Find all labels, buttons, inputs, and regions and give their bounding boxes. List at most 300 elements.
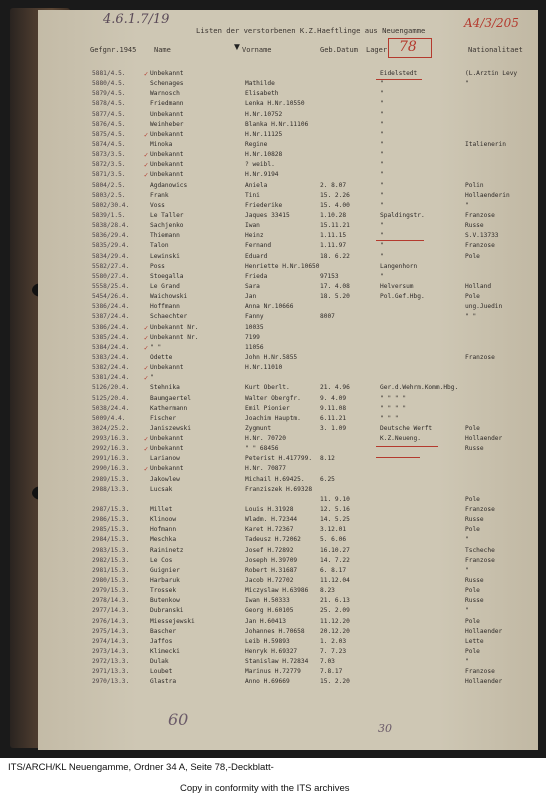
list-item: [92, 596, 532, 606]
entry-surname: Butenkow: [150, 597, 180, 605]
entry-number: 2983/15.3.: [92, 546, 130, 554]
entry-camp: Pol.Gef.Hbg.: [380, 293, 425, 301]
entry-number: 2971/13.3.: [92, 668, 130, 676]
entry-birthdate: 3.12.01: [320, 526, 347, 534]
entry-nationality: Pole: [465, 587, 480, 595]
red-check-icon: ✓: [144, 151, 149, 160]
entry-number: 2985/15.3.: [92, 526, 130, 534]
entry-firstname: Peterist H.417799.: [245, 455, 313, 463]
entry-camp: ": [380, 242, 384, 250]
entry-nationality: Pole: [465, 648, 480, 656]
entry-nationality: Lette: [465, 637, 484, 645]
entry-firstname: H.Nr.11125: [245, 130, 283, 138]
red-check-icon: ✓: [144, 130, 149, 139]
entry-surname: Millet: [150, 506, 173, 514]
entry-camp: ": [380, 222, 384, 230]
list-item: [92, 170, 532, 180]
entry-firstname: Robert H.31687: [245, 566, 298, 574]
entry-birthdate: 20.12.20: [320, 627, 350, 635]
entry-number: 5879/4.5.: [92, 90, 126, 98]
entry-birthdate: 7.03: [320, 658, 335, 666]
entry-camp: ": [380, 252, 384, 260]
entry-firstname: Jacob H.72702: [245, 577, 294, 585]
list-item: [92, 475, 532, 485]
entry-number: 5383/24.4.: [92, 353, 130, 361]
red-check-icon: ✓: [144, 465, 149, 474]
entry-number: 2977/14.3.: [92, 607, 130, 615]
list-item: [92, 505, 532, 515]
entry-firstname: Michail H.69425.: [245, 475, 305, 483]
entry-surname: Thiemann: [150, 232, 180, 240]
entry-camp: ": [380, 140, 384, 148]
entry-firstname: Henriette H.Nr.10650: [245, 262, 320, 270]
entry-surname: Voss: [150, 201, 165, 209]
entry-camp: ": [380, 201, 384, 209]
entry-nationality: Russe: [465, 597, 484, 605]
entry-surname: Lucsak: [150, 485, 173, 493]
entry-surname: Dubranski: [150, 607, 184, 615]
entry-camp: ": [380, 232, 384, 240]
entry-birthdate: 3. 1.09: [320, 424, 347, 432]
entry-number: 5125/20.4.: [92, 394, 130, 402]
entry-firstname: Marinus H.72779: [245, 668, 301, 676]
entry-surname: Poss: [150, 262, 165, 270]
entry-nationality: Italienerin: [465, 140, 506, 148]
entry-surname: Jaffos: [150, 637, 173, 645]
entry-number: 2989/15.3.: [92, 475, 130, 483]
entry-camp: ": [380, 171, 384, 179]
entry-surname: Dulak: [150, 658, 169, 666]
entry-surname: Frank: [150, 191, 169, 199]
entry-firstname: Anna Nr.10666: [245, 303, 294, 311]
entry-firstname: H.Nr.11010: [245, 364, 283, 372]
entry-camp: ": [380, 80, 384, 88]
entry-birthdate: 15. 2.20: [320, 678, 350, 686]
entry-surname: Unbekannt Nr.: [150, 333, 199, 341]
entry-firstname: Franziszek H.69328: [245, 485, 313, 493]
entry-birthdate: 14. 5.25: [320, 516, 350, 524]
entry-birthdate: 11.12.20: [320, 617, 350, 625]
list-title: Listen der verstorbenen K.Z.Haeftlinge aus Neuengamme: [196, 26, 426, 35]
list-item: [92, 241, 532, 251]
entry-firstname: Wladm. H.72344: [245, 516, 298, 524]
list-item: [92, 546, 532, 556]
entry-surname: Agdanowics: [150, 181, 188, 189]
entry-firstname: Henryk H.69327: [245, 648, 298, 656]
entry-number: 5836/29.4.: [92, 232, 130, 240]
entry-nationality: Russe: [465, 445, 484, 453]
entry-number: 2993/16.3.: [92, 435, 130, 443]
entry-firstname: Leib H.59893: [245, 637, 290, 645]
list-item: [92, 383, 532, 393]
entry-surname: Waichowski: [150, 293, 188, 301]
entry-surname: Raininetz: [150, 546, 184, 554]
entry-number: 5874/4.5.: [92, 140, 126, 148]
list-item: [92, 211, 532, 221]
entry-surname: Schaechter: [150, 313, 188, 321]
entry-surname: Unbekannt: [150, 364, 184, 372]
entry-birthdate: 15. 2.26: [320, 191, 350, 199]
entry-surname: " ": [150, 343, 162, 351]
entry-birthdate: 97153: [320, 272, 339, 280]
entry-camp: Spaldingstr.: [380, 211, 425, 219]
entry-number: 2973/14.3.: [92, 648, 130, 656]
entry-number: 2982/15.3.: [92, 556, 130, 564]
entry-number: 2979/15.3.: [92, 587, 130, 595]
entry-camp: ": [380, 151, 384, 159]
entry-firstname: Heinz: [245, 232, 264, 240]
entry-number: 2988/13.3.: [92, 485, 130, 493]
list-item: [92, 160, 532, 170]
entry-firstname: Sara: [245, 282, 260, 290]
entry-birthdate: 25. 2.09: [320, 607, 350, 615]
list-item: [92, 231, 532, 241]
list-item: [92, 464, 532, 474]
entry-number: 5873/3.5.: [92, 151, 126, 159]
entry-camp: ": [380, 161, 384, 169]
entry-nationality: ": [465, 80, 469, 88]
list-item: [92, 363, 532, 373]
entry-firstname: 11056: [245, 343, 264, 351]
entry-firstname: H.Nr.10828: [245, 151, 283, 159]
list-item: [92, 424, 532, 434]
entry-firstname: " " 68456: [245, 445, 279, 453]
list-item: [92, 140, 532, 150]
list-item: [92, 191, 532, 201]
entry-nationality: Pole: [465, 495, 480, 503]
list-item: [92, 434, 532, 444]
entry-number: 5038/24.4.: [92, 404, 130, 412]
list-item: [92, 525, 532, 535]
entry-nationality: Hollaenderin: [465, 191, 510, 199]
list-item: [92, 677, 532, 687]
entry-birthdate: 2. 8.07: [320, 181, 347, 189]
entry-firstname: Joseph H.39709: [245, 556, 298, 564]
entry-firstname: H.Nr.10752: [245, 110, 283, 118]
entry-firstname: Iwan: [245, 222, 260, 230]
list-item: [92, 323, 532, 333]
entry-number: 5381/24.4.: [92, 374, 130, 382]
entries-list: [92, 69, 532, 688]
list-item: [92, 394, 532, 404]
entry-number: 5009/4.4.: [92, 414, 126, 422]
entry-surname: Harbaruk: [150, 577, 180, 585]
list-item: [92, 343, 532, 353]
entry-surname: Le Taller: [150, 211, 184, 219]
list-item: [92, 69, 532, 79]
entry-surname: Weinheber: [150, 120, 184, 128]
entry-nationality: Pole: [465, 526, 480, 534]
entry-firstname: Fernand: [245, 242, 272, 250]
entry-nationality: ung.Juedin: [465, 303, 503, 311]
entry-number: 2970/13.3.: [92, 678, 130, 686]
entry-firstname: Walter Obergfr.: [245, 394, 301, 402]
entry-surname: Unbekannt: [150, 161, 184, 169]
entry-camp: ": [380, 191, 384, 199]
entry-surname: Le Cos: [150, 556, 173, 564]
entry-firstname: 7199: [245, 333, 260, 341]
entry-firstname: ? weibl.: [245, 161, 275, 169]
entry-camp: ": [380, 272, 384, 280]
entry-surname: Unbekannt Nr.: [150, 323, 199, 331]
entry-nationality: Pole: [465, 293, 480, 301]
entry-firstname: Jan H.60413: [245, 617, 286, 625]
entry-birthdate: 6. 8.17: [320, 566, 347, 574]
entry-nationality: " ": [465, 313, 477, 321]
handwritten-reference: 4.6.1.7/19: [103, 12, 170, 27]
list-item: [92, 495, 532, 505]
list-item: [92, 444, 532, 454]
entry-number: 2981/15.3.: [92, 566, 130, 574]
red-check-icon: ✓: [144, 323, 149, 332]
entry-number: 5876/4.5.: [92, 120, 126, 128]
entry-surname: Unbekannt: [150, 171, 184, 179]
column-camp-header: Lager: [366, 46, 388, 54]
entry-surname: Unbekannt: [150, 70, 184, 77]
entry-number: 5877/4.5.: [92, 110, 126, 118]
list-item: [92, 373, 532, 383]
handwritten-code: A4/3/205: [464, 16, 519, 30]
pencil-mark: 60: [168, 710, 189, 729]
entry-birthdate: 8.23: [320, 587, 335, 595]
entry-camp: K.Z.Neueng.: [380, 435, 421, 443]
entry-nationality: ": [465, 607, 469, 615]
entry-birthdate: 8007: [320, 313, 335, 321]
list-item: [92, 282, 532, 292]
red-check-icon: ✓: [144, 343, 149, 352]
page-number-box: [388, 38, 432, 58]
entry-birthdate: 9.11.08: [320, 404, 347, 412]
entry-camp: Deutsche Werft: [380, 424, 433, 432]
list-item: [92, 647, 532, 657]
list-item: [92, 404, 532, 414]
column-birthdate-header: Geb.Datum: [320, 46, 358, 54]
entry-surname: Guignier: [150, 566, 180, 574]
entry-nationality: Franzose: [465, 211, 495, 219]
list-item: [92, 221, 532, 231]
entry-surname: Bascher: [150, 627, 177, 635]
entry-birthdate: 21. 6.13: [320, 597, 350, 605]
red-check-icon: ✓: [144, 364, 149, 373]
entry-surname: Glastra: [150, 678, 177, 686]
entry-number: 5384/24.4.: [92, 343, 130, 351]
entry-camp: ": [380, 100, 384, 108]
entry-surname: Unbekannt: [150, 465, 184, 473]
entry-nationality: Russe: [465, 577, 484, 585]
pencil-mark: 30: [378, 722, 392, 735]
entry-camp: Helversum: [380, 282, 414, 290]
entry-firstname: Stanislaw H.72834: [245, 658, 309, 666]
entry-number: 5804/2.5.: [92, 181, 126, 189]
list-item: [92, 535, 532, 545]
entry-number: 5454/26.4.: [92, 293, 130, 301]
entry-number: 2990/16.3.: [92, 465, 130, 473]
list-item: [92, 353, 532, 363]
list-item: [92, 181, 532, 191]
entry-surname: Odette: [150, 353, 173, 361]
entry-birthdate: 11. 9.10: [320, 495, 350, 503]
entry-firstname: Anno H.69669: [245, 678, 290, 686]
entry-camp: ": [380, 90, 384, 98]
entry-firstname: Iwan H.50333: [245, 597, 290, 605]
list-item: [92, 617, 532, 627]
entry-firstname: H.Nr. 70720: [245, 435, 286, 443]
entry-nationality: Franzose: [465, 556, 495, 564]
entry-number: 2987/15.3.: [92, 506, 130, 514]
entry-number: 3024/25.2.: [92, 424, 130, 432]
entry-surname: ": [150, 374, 154, 382]
entry-number: 2984/15.3.: [92, 536, 130, 544]
entry-surname: Janiszewski: [150, 424, 191, 432]
entry-surname: Friedmann: [150, 100, 184, 108]
entry-camp: ": [380, 130, 384, 138]
entry-birthdate: 5. 6.06: [320, 536, 347, 544]
red-check-icon: ✓: [144, 435, 149, 444]
entry-camp: Eidelstedt: [380, 70, 418, 77]
entry-surname: Kathermann: [150, 404, 188, 412]
column-number-header: Gefgnr.1945: [90, 46, 137, 54]
list-item: [92, 252, 532, 262]
entry-surname: Klinoow: [150, 516, 177, 524]
list-item: [92, 657, 532, 667]
entry-number: 5382/24.4.: [92, 364, 130, 372]
entry-firstname: Louis H.31928: [245, 506, 294, 514]
red-check-icon: ✓: [144, 374, 149, 383]
entry-surname: Unbekannt: [150, 435, 184, 443]
entry-birthdate: 15. 4.00: [320, 201, 350, 209]
entry-surname: Fischer: [150, 414, 177, 422]
entry-birthdate: 1.11.15: [320, 232, 347, 240]
entry-firstname: Elisabeth: [245, 90, 279, 98]
entry-birthdate: 17. 4.08: [320, 282, 350, 290]
entry-firstname: Jaques 33415: [245, 211, 290, 219]
entry-camp: Ger.d.Wehrm.Komm.Hbg.: [380, 384, 459, 392]
entry-surname: Warnosch: [150, 90, 180, 98]
list-item: [92, 606, 532, 616]
entry-nationality: Holland: [465, 282, 492, 290]
entry-nationality: Russe: [465, 516, 484, 524]
entry-number: 5386/24.4.: [92, 323, 130, 331]
arrow-mark-icon: ▼: [232, 42, 242, 53]
entry-firstname: Mathilde: [245, 80, 275, 88]
entry-firstname: Frieda: [245, 272, 268, 280]
entry-number: 5881/4.5.: [92, 70, 126, 77]
entry-birthdate: 7. 7.23: [320, 648, 347, 656]
entry-number: 5385/24.4.: [92, 333, 130, 341]
entry-number: 5835/29.4.: [92, 242, 130, 250]
entry-number: 5838/28.4.: [92, 222, 130, 230]
entry-nationality: Tscheche: [465, 546, 495, 554]
entry-surname: Larianow: [150, 455, 180, 463]
entry-camp: ": [380, 120, 384, 128]
entry-birthdate: 1.11.97: [320, 242, 347, 250]
entry-firstname: Tini: [245, 191, 260, 199]
entry-firstname: H.Nr.9194: [245, 171, 279, 179]
entry-number: 5880/4.5.: [92, 80, 126, 88]
entry-firstname: Zygmunt: [245, 424, 272, 432]
entry-number: 5834/29.4.: [92, 252, 130, 260]
entry-firstname: Tadeusz H.72062: [245, 536, 301, 544]
entry-surname: Hoffmann: [150, 303, 180, 311]
entry-firstname: Johannes H.70658: [245, 627, 305, 635]
list-item: [92, 556, 532, 566]
entry-nationality: Franzose: [465, 668, 495, 676]
entry-birthdate: 21. 4.96: [320, 384, 350, 392]
entry-birthdate: 1. 2.03: [320, 637, 347, 645]
entry-surname: Klimecki: [150, 648, 180, 656]
list-item: [92, 637, 532, 647]
entry-surname: Trossek: [150, 587, 177, 595]
entry-number: 5580/27.4.: [92, 272, 130, 280]
entry-number: 5839/1.5.: [92, 211, 126, 219]
entry-camp: ": [380, 181, 384, 189]
entry-birthdate: 6.25: [320, 475, 335, 483]
entry-nationality: Hollaender: [465, 678, 503, 686]
entry-firstname: Regine: [245, 140, 268, 148]
entry-number: 5386/24.4.: [92, 303, 130, 311]
entry-firstname: Joachim Hauptm.: [245, 414, 301, 422]
conformity-note: Copy in conformity with the ITS archives: [180, 783, 350, 794]
entry-firstname: Blanka H.Nr.11106: [245, 120, 309, 128]
entry-number: 2986/15.3.: [92, 516, 130, 524]
list-item: [92, 292, 532, 302]
entry-number: 5803/2.5.: [92, 191, 126, 199]
entry-firstname: Eduard: [245, 252, 268, 260]
entry-number: 2976/14.3.: [92, 617, 130, 625]
list-item: [92, 150, 532, 160]
list-item: [92, 272, 532, 282]
entry-nationality: Pole: [465, 424, 480, 432]
list-item: [92, 89, 532, 99]
entry-number: 5872/3.5.: [92, 161, 126, 169]
entry-nationality: ": [465, 536, 469, 544]
entry-firstname: 10035: [245, 323, 264, 331]
red-check-icon: ✓: [144, 333, 149, 342]
entry-birthdate: 18. 6.22: [320, 252, 350, 260]
entry-birthdate: 8.12: [320, 455, 335, 463]
entry-surname: Unbekannt: [150, 130, 184, 138]
list-item: [92, 302, 532, 312]
entry-birthdate: 16.10.27: [320, 546, 350, 554]
column-nationality-header: Nationalitaet: [468, 46, 523, 54]
entry-firstname: Emil Pionier: [245, 404, 290, 412]
entry-nationality: Franzose: [465, 506, 495, 514]
entry-surname: Sachjenko: [150, 222, 184, 230]
list-item: [92, 627, 532, 637]
entry-firstname: Karet H.72367: [245, 526, 294, 534]
list-item: [92, 586, 532, 596]
list-item: [92, 79, 532, 89]
entry-nationality: Franzose: [465, 353, 495, 361]
entry-nationality: Hollaender: [465, 627, 503, 635]
entry-nationality: ": [465, 201, 469, 209]
entry-number: 5126/20.4.: [92, 384, 130, 392]
list-item: [92, 99, 532, 109]
list-item: [92, 414, 532, 424]
entry-number: 5875/4.5.: [92, 130, 126, 138]
list-item: [92, 515, 532, 525]
red-check-icon: ✓: [144, 70, 149, 78]
entry-nationality: ": [465, 658, 469, 666]
list-item: [92, 110, 532, 120]
entry-birthdate: 14. 7.22: [320, 556, 350, 564]
page-number: 78: [399, 39, 417, 55]
entry-surname: Schenages: [150, 80, 184, 88]
entry-firstname: Jan: [245, 293, 257, 301]
entry-birthdate: 7.8.17: [320, 668, 343, 676]
entry-firstname: Miczyslaw H.63986: [245, 587, 309, 595]
entry-camp: Langenhorn: [380, 262, 418, 270]
